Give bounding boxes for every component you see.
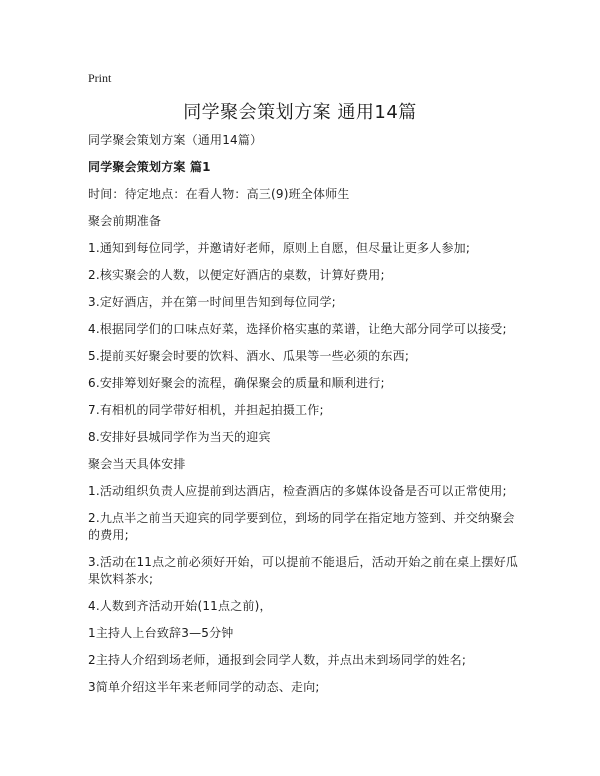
document-subtitle: 同学聚会策划方案（通用14篇）: [88, 133, 263, 147]
pre-event-item: 7.有相机的同学带好相机，并担起拍摄工作;: [88, 403, 324, 417]
document-body: [88, 132, 520, 706]
pre-event-item: 2.核实聚会的人数，以便定好酒店的桌数，计算好费用;: [88, 268, 385, 282]
pre-event-item: 6.安排筹划好聚会的流程，确保聚会的质量和顺利进行;: [88, 376, 385, 390]
event-day-item: 2.九点半之前当天迎宾的同学要到位，到场的同学在指定地方签到、并交纳聚会的费用;: [88, 511, 515, 542]
pre-event-item: 8.安排好县城同学作为当天的迎宾: [88, 430, 271, 444]
event-day-item: 1.活动组织负责人应提前到达酒店，检查酒店的多媒体设备是否可以正常使用;: [88, 484, 507, 498]
event-day-item: 4.人数到齐活动开始(11点之前)，: [88, 599, 272, 613]
event-day-item: 3.活动在11点之前必须好开始，可以提前不能退后，活动开始之前在桌上摆好瓜果饮料茶水;: [88, 555, 519, 586]
meta-line: 时间：待定地点：在看人物：高三(9)班全体师生: [88, 187, 350, 201]
pre-event-item: 3.定好酒店，并在第一时间里告知到每位同学;: [88, 295, 336, 309]
pre-event-item: 4.根据同学们的口味点好菜，选择价格实惠的菜谱，让绝大部分同学可以接受;: [88, 322, 507, 336]
section-heading: 同学聚会策划方案 篇1: [88, 160, 211, 174]
event-day-heading: 聚会当天具体安排: [88, 457, 186, 471]
pre-event-heading: 聚会前期准备: [88, 214, 162, 228]
program-item: 1主持人上台致辞3—5分钟: [88, 626, 234, 640]
document-title: 同学聚会策划方案 通用14篇: [183, 102, 417, 123]
pre-event-item: 1.通知到每位同学，并邀请好老师，原则上自愿，但尽量让更多人参加;: [88, 241, 471, 255]
print-label[interactable]: Print: [88, 71, 112, 85]
pre-event-item: 5.提前买好聚会时要的饮料、酒水、瓜果等一些必须的东西;: [88, 349, 410, 363]
program-item: 3简单介绍这半年来老师同学的动态、走向;: [88, 680, 320, 694]
program-item: 2主持人介绍到场老师，通报到会同学人数，并点出未到场同学的姓名;: [88, 653, 467, 667]
